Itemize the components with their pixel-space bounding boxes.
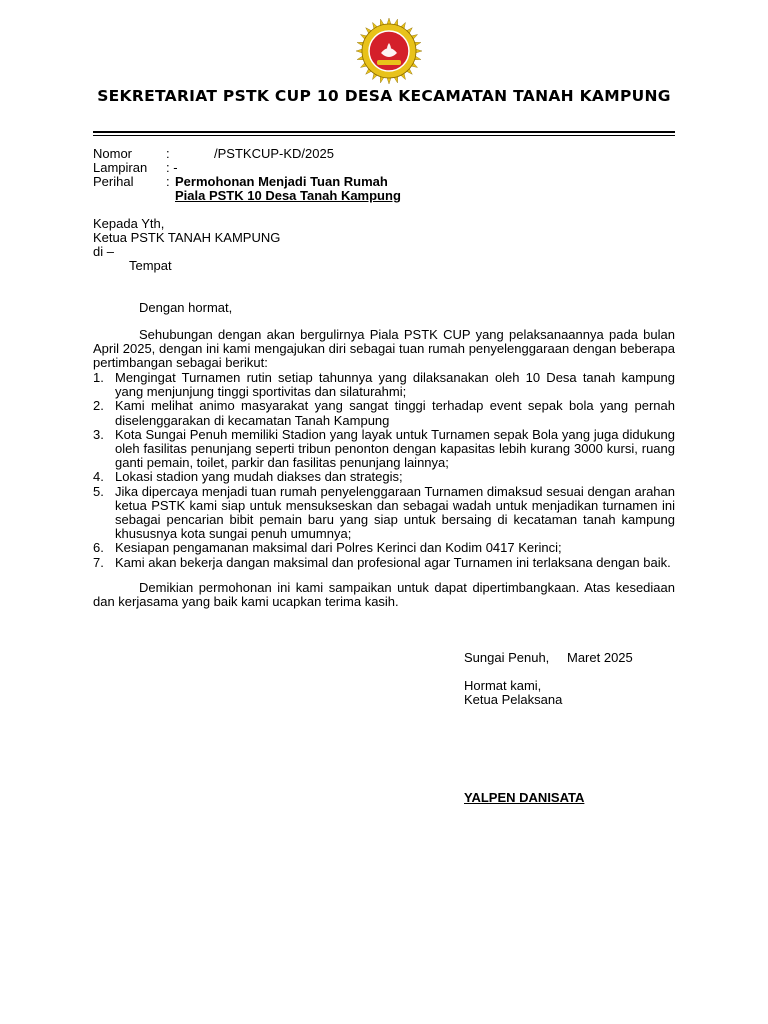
perihal-label: Perihal — [93, 174, 134, 189]
nomor-colon: : — [166, 146, 170, 161]
signature-name: YALPEN DANISATA — [464, 790, 585, 805]
signature-place: Sungai Penuh, — [464, 650, 550, 665]
list-item — [93, 556, 675, 570]
recipient-line2: Ketua PSTK TANAH KAMPUNG — [93, 230, 281, 245]
organization-logo — [355, 17, 423, 85]
list-item-number: 7. — [93, 554, 104, 570]
perihal-subject-line2: Piala PSTK 10 Desa Tanah Kampung — [175, 188, 401, 203]
perihal-colon: : — [166, 174, 170, 189]
lampiran-value: : - — [166, 160, 178, 175]
signature-regards: Hormat kami, — [464, 678, 542, 693]
signature-role: Ketua Pelaksana — [464, 692, 563, 707]
list-item-text: Kami akan bekerja dangan maksimal dan profesional agar Turnamen ini terlaksana dengan baik. — [115, 554, 671, 570]
list-item-number: 1. — [93, 370, 104, 385]
list-item — [93, 470, 675, 484]
list-item-text: Jika dipercaya menjadi tuan rumah penyelenggaraan Turnamen dimaksud sesuai dengan arahan ketua PSTK kami siap untuk mensukseskan dan sebagai wadah untuk menjadikan turnamen ini sebagai pencarian bibit pemain baru yang siap untuk bersaing di kecataman tanah kampung khususnya kota sungai penuh umumnya; — [115, 483, 675, 542]
list-item-number: 3. — [93, 426, 104, 442]
recipient-line1: Kepada Yth, — [93, 216, 165, 231]
points-list — [93, 371, 675, 570]
recipient-line4: Tempat — [129, 258, 172, 273]
list-item-text: Kota Sungai Penuh memiliki Stadion yang layak untuk Turnamen sepak Bola yang juga didukung oleh fasilitas penunjang seperti tribun penonton dengan kapasitas lebih kurang 3000 kursi, ruang ganti pemain, toilet, parkir dan fasilitas penunjang lainnya; — [115, 426, 675, 471]
closing-paragraph — [93, 581, 675, 609]
list-item-text: Mengingat Turnamen rutin setiap tahunnya yang dilaksanakan oleh 10 Desa tanah kampung yang menjunjung tinggi sportivitas dan silaturahmi; — [115, 370, 675, 400]
list-item — [93, 399, 675, 427]
greeting: Dengan hormat, — [139, 300, 233, 315]
list-item-text: Lokasi stadion yang mudah diakses dan strategis; — [115, 469, 403, 485]
recipient-line3: di – — [93, 244, 114, 259]
header-rule-thin — [93, 135, 675, 136]
list-item — [93, 371, 675, 399]
list-item — [93, 541, 675, 555]
intro-paragraph — [93, 328, 675, 371]
nomor-value: /PSTKCUP-KD/2025 — [214, 146, 334, 161]
list-item-text: Kami melihat animo masyarakat yang sangat tinggi terhadap event sepak bola yang pernah diselenggarakan di kecamatan Tanah Kampung — [115, 398, 675, 428]
perihal-subject-line1: Permohonan Menjadi Tuan Rumah — [175, 174, 388, 189]
list-item — [93, 485, 675, 542]
list-item-text: Kesiapan pengamanan maksimal dari Polres Kerinci dan Kodim 0417 Kerinci; — [115, 540, 562, 556]
intro-text: Sehubungan dengan akan bergulirnya Piala PSTK CUP yang pelaksanaannya pada bulan April 2025, dengan ini kami mengajukan diri sebagai tuan rumah penyelenggaraan dengan beberapa pertimbangan sebagai berikut: — [93, 327, 675, 371]
list-item-number: 5. — [93, 483, 104, 499]
list-item-number: 4. — [93, 469, 104, 485]
lampiran-label: Lampiran — [93, 160, 148, 175]
header-title: SEKRETARIAT PSTK CUP 10 DESA KECAMATAN TANAH KAMPUNG — [97, 87, 671, 105]
closing-text: Demikian permohonan ini kami sampaikan untuk dapat dipertimbangkaan. Atas kesediaan dan kerjasama yang baik kami ucapkan terima kasih. — [93, 580, 675, 610]
nomor-label: Nomor — [93, 146, 133, 161]
list-item-number: 6. — [93, 540, 104, 556]
list-item-number: 2. — [93, 398, 104, 414]
signature-date: Maret 2025 — [567, 650, 633, 665]
header-rule-thick — [93, 131, 675, 133]
list-item — [93, 428, 675, 471]
